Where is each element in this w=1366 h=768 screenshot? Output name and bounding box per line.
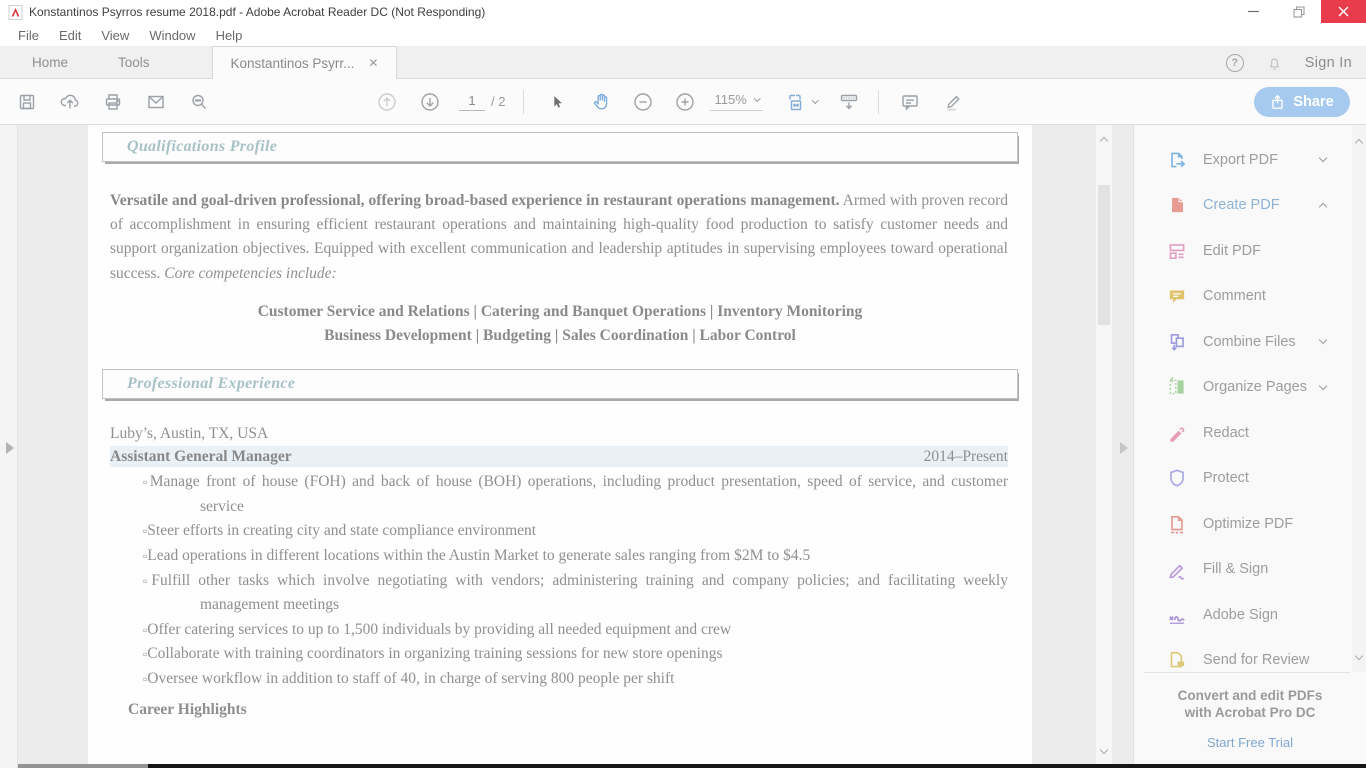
tool-protect[interactable]: Protect bbox=[1134, 456, 1352, 502]
chevron-down-icon[interactable] bbox=[812, 97, 818, 103]
edit-pdf-icon bbox=[1166, 240, 1188, 262]
title-bar bbox=[0, 0, 1366, 24]
close-button[interactable] bbox=[1321, 0, 1366, 23]
job-title: Assistant General Manager bbox=[110, 447, 292, 465]
tool-create-pdf[interactable]: Create PDF bbox=[1134, 183, 1352, 229]
summary-italic-text: Core competencies include: bbox=[164, 264, 337, 282]
protect-shield-icon bbox=[1166, 467, 1188, 489]
menu-help[interactable]: Help bbox=[215, 27, 243, 43]
chevron-down-icon bbox=[1319, 154, 1327, 162]
toolbar-divider bbox=[878, 90, 879, 114]
tab-document[interactable] bbox=[212, 46, 398, 79]
scroll-down-icon[interactable] bbox=[1355, 652, 1363, 660]
tool-adobe-sign[interactable]: Adobe Sign bbox=[1134, 592, 1352, 638]
select-tool-icon[interactable] bbox=[542, 87, 572, 117]
menu-file[interactable]: File bbox=[18, 27, 39, 43]
redact-icon bbox=[1166, 422, 1188, 444]
core-competencies bbox=[88, 300, 1032, 348]
menu-edit[interactable]: Edit bbox=[58, 27, 82, 43]
horizontal-scrollbar[interactable] bbox=[18, 764, 1366, 768]
bullet-item: ▫ Offer catering services to up to 1,500 individuals by providing all needed equipment and crew bbox=[143, 618, 1008, 643]
hand-tool-icon[interactable] bbox=[586, 87, 616, 117]
tab-tools[interactable]: Tools bbox=[118, 54, 150, 70]
combine-files-icon bbox=[1166, 331, 1188, 353]
fill-sign-pen-icon bbox=[1166, 558, 1188, 580]
zoom-level-dropdown[interactable] bbox=[710, 92, 763, 111]
next-page-icon[interactable] bbox=[415, 87, 445, 117]
print-icon[interactable] bbox=[98, 87, 128, 117]
comment-tool-icon[interactable] bbox=[895, 87, 925, 117]
section-header-box bbox=[102, 369, 1018, 399]
menu-bar bbox=[0, 24, 1366, 46]
send-for-review-icon bbox=[1166, 649, 1188, 671]
scrollbar-thumb[interactable] bbox=[1098, 185, 1110, 325]
highlight-tool-icon[interactable] bbox=[939, 87, 969, 117]
pdf-page bbox=[88, 125, 1032, 768]
share-button[interactable] bbox=[1254, 87, 1350, 117]
optimize-pdf-icon bbox=[1166, 513, 1188, 535]
tools-panel bbox=[1133, 125, 1366, 764]
previous-page-icon[interactable] bbox=[372, 87, 402, 117]
expand-navigation-icon[interactable] bbox=[6, 442, 14, 454]
bullet-item: ▫ Oversee workflow in addition to staff of 40, in charge of serving 800 people per shift bbox=[143, 667, 1008, 692]
restore-button[interactable] bbox=[1276, 0, 1321, 23]
zoom-in-icon[interactable] bbox=[670, 87, 700, 117]
horizontal-scrollbar-thumb[interactable] bbox=[18, 764, 148, 768]
next-section-partial: Career Highlights bbox=[128, 700, 247, 718]
bullet-item: ▫ Fulfill other tasks which involve negotiating with vendors; administering training and company policies; and facilitating weekly management meetings bbox=[143, 569, 1008, 618]
save-icon[interactable] bbox=[12, 87, 42, 117]
acrobat-pro-promo bbox=[1134, 687, 1366, 752]
summary-paragraph bbox=[110, 189, 1008, 286]
comment-icon bbox=[1166, 285, 1188, 307]
chevron-down-icon bbox=[1319, 336, 1327, 344]
upload-cloud-icon[interactable] bbox=[55, 87, 85, 117]
tool-send-for-review[interactable]: Send for Review bbox=[1134, 638, 1352, 684]
window-title: Konstantinos Psyrros resume 2018.pdf - Adobe Acrobat Reader DC (Not Responding) bbox=[29, 5, 486, 19]
tool-combine-files[interactable]: Combine Files bbox=[1134, 319, 1352, 365]
bullet-item: ▫ Collaborate with training coordinators in organizing training sessions for new store openings bbox=[143, 642, 1008, 667]
main-toolbar bbox=[0, 79, 1366, 125]
employer-line: Luby’s, Austin, TX, USA bbox=[110, 425, 269, 443]
minimize-button[interactable] bbox=[1231, 0, 1276, 23]
tool-comment[interactable]: Comment bbox=[1134, 274, 1352, 320]
organize-pages-icon bbox=[1166, 376, 1188, 398]
section-title: Qualifications Profile bbox=[127, 138, 278, 155]
zoom-out-icon[interactable] bbox=[628, 87, 658, 117]
page-count-label: / 2 bbox=[491, 94, 506, 109]
scroll-up-icon[interactable] bbox=[1355, 139, 1363, 147]
summary-regular-text: Armed with proven record of accomplishment in ensuring efficient restaurant operations and maintaining high-quality food production to satisfy customer needs and support organization objectives. Equipped with excellent communication and leadership aptitudes in supervising employees toward operational success. bbox=[110, 192, 1008, 282]
summary-bold-text: Versatile and goal-driven professional, offering broad-based experience in restaurant operations management. bbox=[110, 192, 840, 209]
tab-bar bbox=[0, 46, 1366, 79]
navigation-pane-strip bbox=[0, 125, 18, 768]
competencies-line-1: Customer Service and Relations | Catering and Banquet Operations | Inventory Monitoring bbox=[257, 302, 863, 320]
tools-panel-scrollbar[interactable] bbox=[1352, 125, 1366, 672]
bullet-item: ▫ Manage front of house (FOH) and back of house (BOH) operations, including product presentation, speed of service, and customer service bbox=[143, 470, 1008, 519]
create-pdf-icon bbox=[1166, 194, 1188, 216]
share-button-label: Share bbox=[1293, 94, 1334, 110]
tab-close-icon[interactable]: ✕ bbox=[368, 56, 379, 70]
bullet-item: ▫ Steer efforts in creating city and state compliance environment bbox=[143, 519, 1008, 544]
section-title: Professional Experience bbox=[127, 375, 296, 393]
zoom-level-value: 115% bbox=[714, 92, 747, 107]
adobe-sign-icon bbox=[1166, 604, 1188, 626]
tool-fill-sign[interactable]: Fill & Sign bbox=[1134, 547, 1352, 593]
email-icon[interactable] bbox=[141, 87, 171, 117]
document-area bbox=[0, 125, 1366, 768]
tools-list bbox=[1134, 137, 1352, 683]
chevron-down-icon bbox=[754, 95, 760, 101]
chevron-up-icon bbox=[1319, 203, 1327, 211]
toolbar-divider bbox=[523, 90, 524, 114]
collapse-tools-panel-icon[interactable] bbox=[1120, 442, 1128, 454]
tab-document-label: Konstantinos Psyrr... bbox=[230, 55, 355, 71]
job-dates: 2014–Present bbox=[923, 447, 1008, 465]
scroll-up-icon[interactable] bbox=[1100, 137, 1108, 145]
promo-line-2: with Acrobat Pro DC bbox=[1184, 705, 1316, 720]
job-title-row bbox=[110, 446, 1008, 467]
competencies-line-2: Business Development | Budgeting | Sales Coordination | Labor Control bbox=[324, 327, 796, 345]
tool-redact[interactable]: Redact bbox=[1134, 410, 1352, 456]
job-bullet-list bbox=[110, 470, 1008, 691]
section-header-box bbox=[102, 132, 1018, 162]
start-free-trial-link[interactable]: Start Free Trial bbox=[1207, 735, 1293, 750]
bullet-item: ▫ Lead operations in different locations within the Austin Market to generate sales ranging from $2M to $4.5 bbox=[143, 544, 1008, 569]
menu-view[interactable]: View bbox=[101, 27, 130, 43]
help-icon[interactable]: ? bbox=[1226, 54, 1244, 72]
sign-in-button[interactable]: Sign In bbox=[1304, 54, 1352, 71]
find-icon[interactable] bbox=[184, 87, 214, 117]
pdf-file-icon bbox=[8, 5, 23, 20]
page-number-input[interactable]: 1 bbox=[459, 93, 485, 111]
tool-optimize-pdf[interactable]: Optimize PDF bbox=[1134, 501, 1352, 547]
fit-width-icon[interactable] bbox=[781, 87, 811, 117]
tool-export-pdf[interactable]: Export PDF bbox=[1134, 137, 1352, 183]
export-pdf-icon bbox=[1166, 149, 1188, 171]
document-scrollbar[interactable] bbox=[1096, 125, 1112, 764]
panel-divider bbox=[1144, 672, 1350, 673]
tool-organize-pages[interactable]: Organize Pages bbox=[1134, 365, 1352, 411]
tool-edit-pdf[interactable]: Edit PDF bbox=[1134, 228, 1352, 274]
tab-home[interactable]: Home bbox=[32, 54, 69, 70]
page-scrolling-icon[interactable] bbox=[834, 87, 864, 117]
notifications-bell-icon[interactable] bbox=[1266, 54, 1283, 72]
menu-window[interactable]: Window bbox=[149, 27, 196, 43]
chevron-down-icon bbox=[1319, 382, 1327, 390]
scroll-down-icon[interactable] bbox=[1100, 746, 1108, 754]
promo-line-1: Convert and edit PDFs bbox=[1177, 688, 1323, 703]
